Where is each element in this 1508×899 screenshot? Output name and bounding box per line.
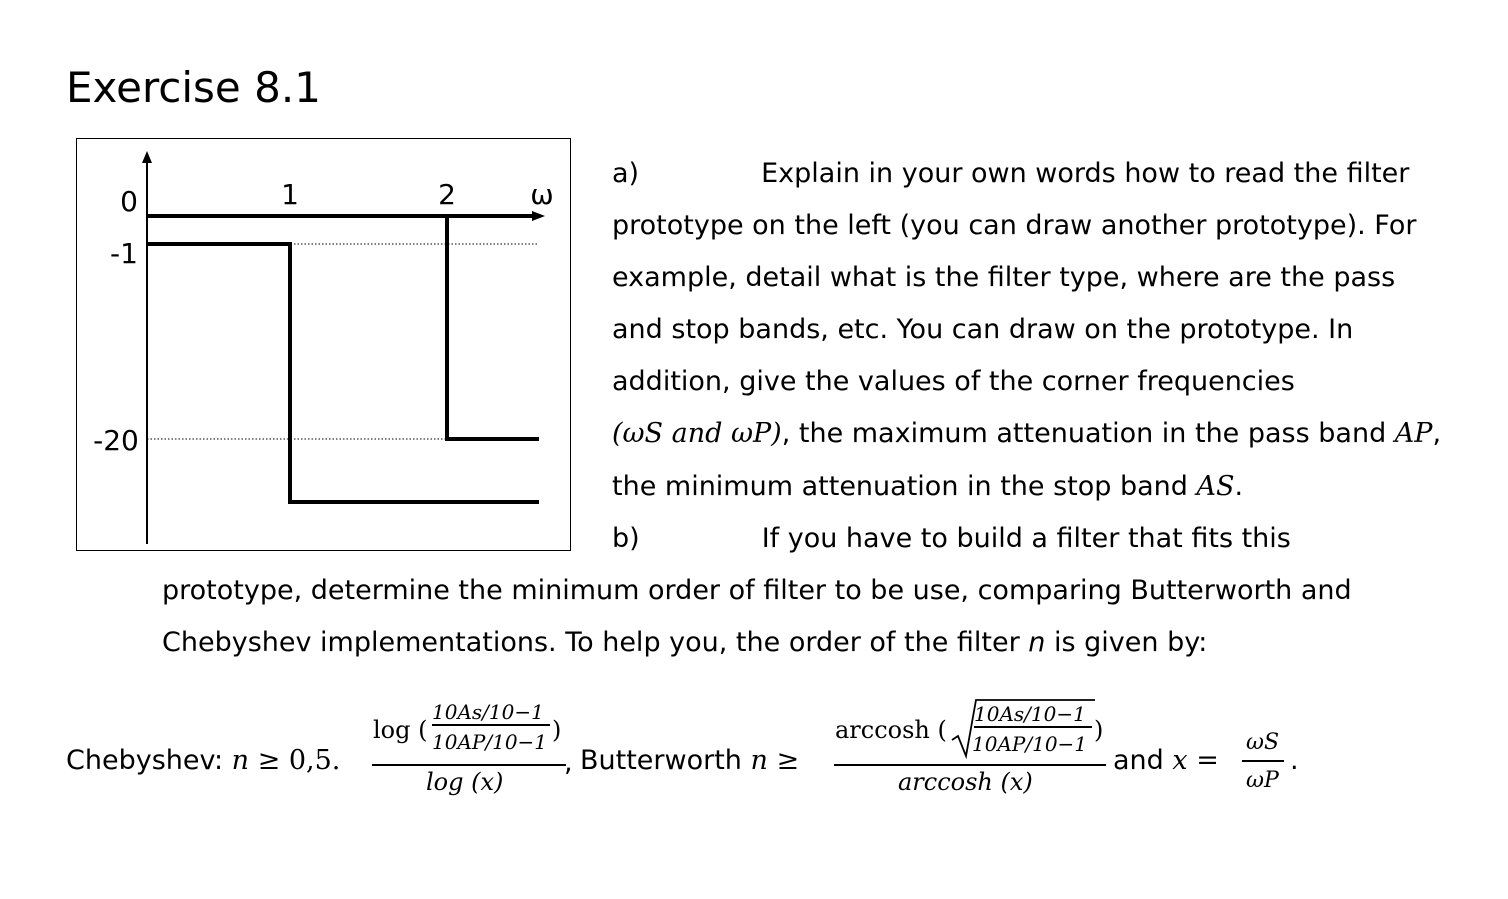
x-label-1: 1 — [281, 178, 299, 211]
y-label-minus1: -1 — [110, 237, 138, 270]
order-n-symbol: n — [1028, 627, 1046, 658]
y-axis-arrow — [142, 151, 152, 163]
chebyshev-geq: ≥ 0,5. — [249, 745, 341, 776]
part-b-text-3a: Chebyshev implementations. To help you, the order of the filter — [162, 627, 1029, 658]
part-a-text-7: the minimum attenuation in the stop band — [612, 471, 1197, 502]
as-symbol: AS — [1196, 471, 1235, 502]
x-definition — [1113, 744, 1219, 778]
butterworth-denominator: arccosh (x) — [898, 768, 1033, 796]
butterworth-formula-lhs — [580, 744, 799, 778]
arccosh-text: arccosh — [835, 716, 930, 744]
chebyshev-close-paren: ) — [552, 716, 562, 744]
butterworth-num-bottom: 10AP/10−1 — [972, 732, 1088, 756]
butterworth-label: Butterworth — [580, 745, 751, 776]
filter-prototype-diagram — [77, 139, 572, 552]
part-a-line-7 — [612, 467, 1243, 507]
y-label-minus20: -20 — [93, 424, 139, 457]
part-a-text-6: , the maximum attenuation in the pass band — [781, 418, 1395, 449]
x-label-omega: ω — [530, 178, 554, 211]
log-text: log — [373, 716, 411, 744]
part-b-label: b) — [612, 523, 640, 554]
filter-prototype-figure — [76, 138, 571, 551]
butterworth-close-paren: ) — [1094, 716, 1104, 744]
chebyshev-fraction-bar — [372, 764, 566, 766]
part-a-text-1: Explain in your own words how to read the filter — [761, 158, 1410, 189]
part-a-period: . — [1234, 471, 1244, 502]
butterworth-fraction-bar — [834, 764, 1106, 766]
butterworth-n: n — [750, 745, 768, 776]
formula-comma: , — [564, 747, 573, 778]
part-a-line-5: addition, give the values of the corner frequencies — [612, 366, 1295, 397]
part-a-line-2: prototype on the left (you can draw another prototype). For — [612, 210, 1417, 241]
part-a-line-4: and stop bands, etc. You can draw on the prototype. In — [612, 314, 1354, 345]
x-axis-arrow — [532, 211, 545, 221]
ap-symbol: AP — [1394, 418, 1433, 449]
butterworth-geq: ≥ — [767, 745, 800, 776]
part-a-line-3: example, detail what is the filter type, where are the pass — [612, 262, 1396, 293]
y-label-0: 0 — [120, 185, 138, 218]
part-b-line-1 — [612, 519, 1291, 559]
butterworth-inner-bar — [974, 726, 1092, 728]
chebyshev-n: n — [231, 745, 250, 776]
butterworth-num-top: 10As/10−1 — [974, 702, 1086, 726]
passband-mask — [147, 244, 539, 502]
part-a-line-1 — [612, 154, 1409, 194]
formula-period: . — [1290, 745, 1299, 776]
chebyshev-label: Chebyshev: — [66, 745, 232, 776]
chebyshev-log-label: log ( — [373, 716, 428, 744]
chebyshev-inner-bar — [432, 724, 550, 726]
part-b-text-1: If you have to build a filter that fits this — [761, 523, 1291, 554]
part-a-comma: , — [1432, 418, 1442, 449]
chebyshev-denominator: log (x) — [426, 768, 504, 796]
chebyshev-num-bottom: 10AP/10−1 — [432, 730, 548, 754]
x-label-2: 2 — [438, 178, 456, 211]
and-label: and — [1113, 745, 1173, 776]
part-a-label: a) — [612, 158, 640, 189]
omega-s: ωS — [1246, 730, 1280, 755]
omega-fraction-bar — [1242, 760, 1284, 762]
order-formulas — [0, 680, 1508, 820]
chebyshev-num-top: 10As/10−1 — [432, 700, 544, 724]
stopband-mask — [147, 216, 539, 439]
omega-p: ωP — [1246, 768, 1279, 793]
chebyshev-formula-lhs — [66, 744, 340, 778]
part-a-line-6 — [612, 414, 1441, 454]
part-b-text-3b: is given by: — [1045, 627, 1208, 658]
corner-frequencies-math: (ωS and ωP) — [612, 418, 782, 449]
butterworth-arccosh-label: arccosh ( — [835, 716, 947, 744]
part-b-line-3 — [162, 623, 1207, 663]
exercise-title: Exercise 8.1 — [66, 63, 321, 112]
x-equals: x = — [1172, 745, 1219, 776]
part-b-line-2: prototype, determine the minimum order of filter to be use, comparing Butterworth and — [162, 575, 1352, 606]
